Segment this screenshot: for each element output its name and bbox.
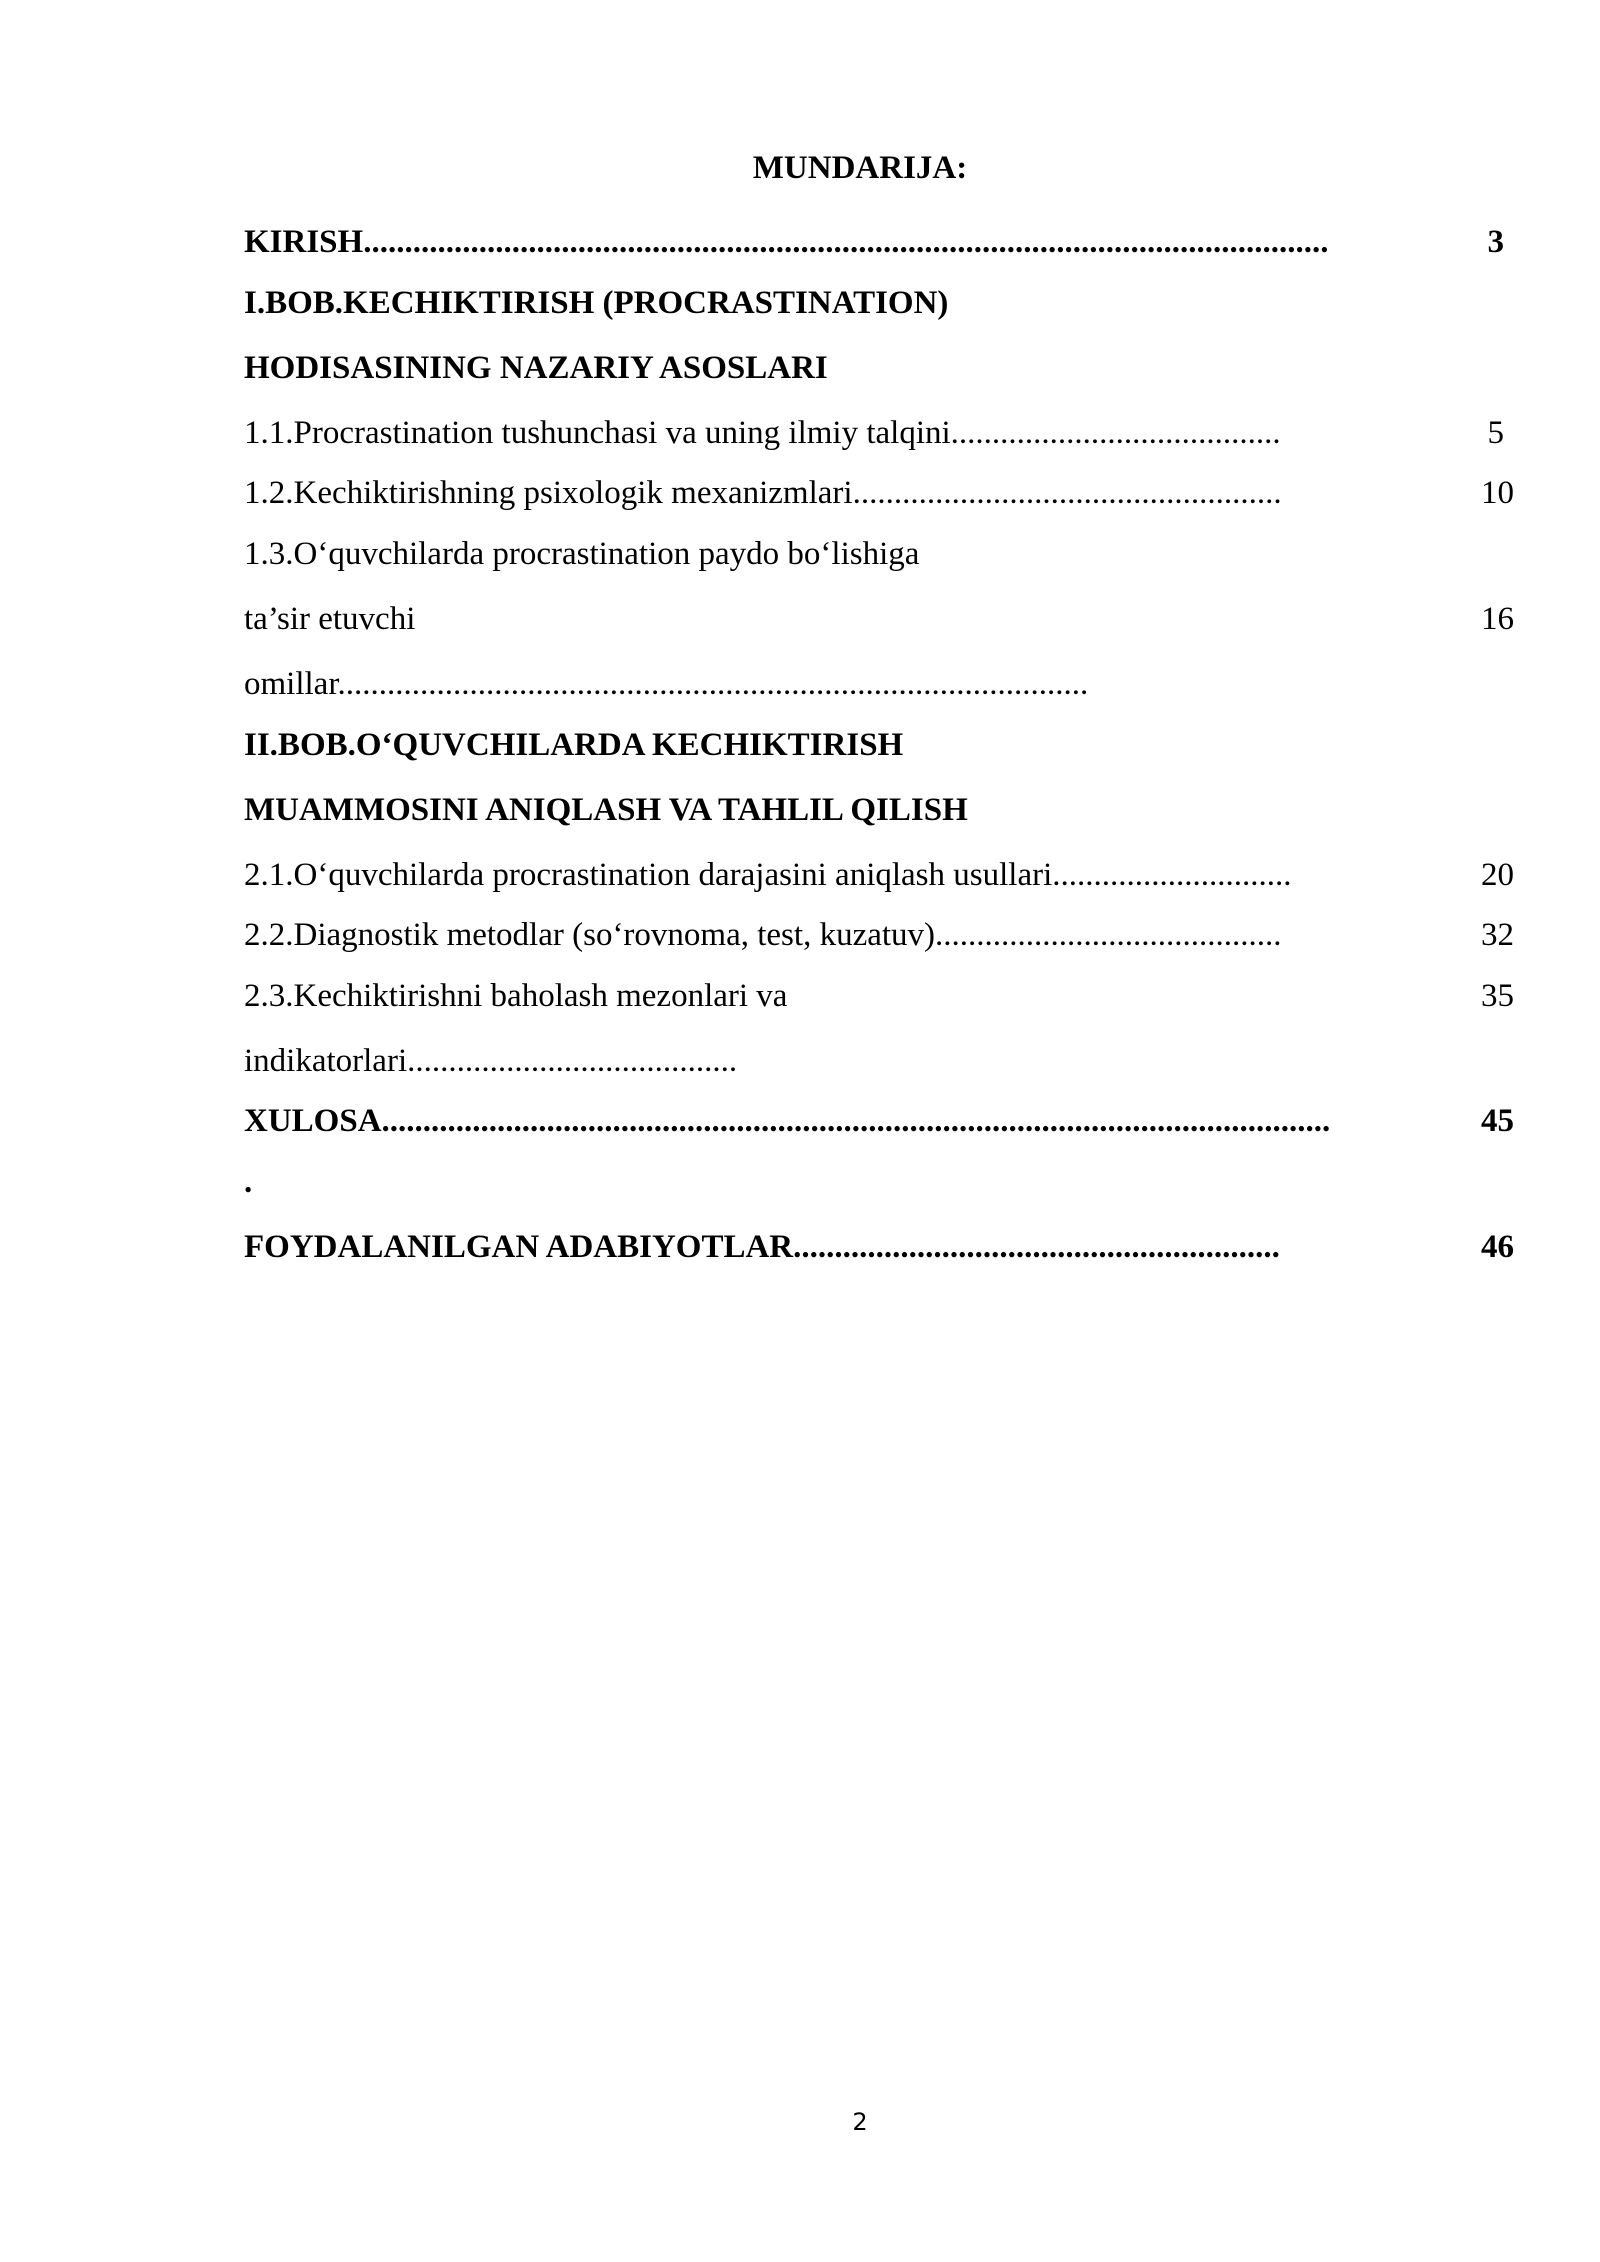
toc-entry-chapter2-line1: II.BOB.O‘QUVCHILARDA KECHIKTIRISH <box>244 727 904 763</box>
toc-entry-kirish: KIRISH..................................................................................................................... <box>244 224 1329 260</box>
toc-entry-chapter1-line2: HODISASINING NAZARIY ASOSLARI <box>244 350 828 386</box>
toc-page-1-2: 10 <box>1481 475 1514 511</box>
toc-entry-1-1: 1.1.Procrastination tushunchasi va uning ilmiy talqini........................................ <box>244 415 1281 451</box>
toc-entry-1-3-line1: 1.3.O‘quvchilarda procrastination paydo bo‘lishiga <box>244 536 920 572</box>
toc-entry-adabiyotlar: FOYDALANILGAN ADABIYOTLAR........................................................... <box>244 1229 1280 1265</box>
toc-page-xulosa: 45 <box>1481 1103 1514 1139</box>
toc-entry-2-2: 2.2.Diagnostik metodlar (so‘rovnoma, test, kuzatuv).......................................... <box>244 917 1282 953</box>
toc-entry-2-3-line1: 2.3.Kechiktirishni baholash mezonlari va <box>244 978 788 1014</box>
toc-page-kirish: 3 <box>1487 224 1504 260</box>
toc-entry-1-3-line2: ta’sir etuvchi <box>244 601 416 637</box>
toc-entry-2-3-line2: indikatorlari........................................ <box>244 1043 738 1079</box>
toc-entry-1-3-line3: omillar........................................................................................... <box>244 666 1089 702</box>
toc-entry-2-1: 2.1.O‘quvchilarda procrastination darajasini aniqlash usullari............................. <box>244 857 1292 893</box>
toc-entry-chapter2-line2: MUAMMOSINI ANIQLASH VA TAHLIL QILISH <box>244 792 968 828</box>
toc-page-2-3: 35 <box>1481 978 1514 1014</box>
toc-page-1-1: 5 <box>1487 415 1504 451</box>
toc-entry-1-2: 1.2.Kechiktirishning psixologik mexanizmlari.................................................... <box>244 475 1282 511</box>
footer-page-number: 2 <box>852 2108 868 2136</box>
toc-entry-chapter1-line1: I.BOB.KECHIKTIRISH (PROCRASTINATION) <box>244 285 949 321</box>
toc-entry-xulosa-dot: . <box>244 1164 253 1200</box>
toc-page-adabiyotlar: 46 <box>1481 1229 1514 1265</box>
toc-entry-xulosa: XULOSA................................................................................................................... <box>244 1103 1331 1139</box>
toc-title: MUNDARIJA: <box>752 150 968 186</box>
toc-page-1-3: 16 <box>1481 601 1514 637</box>
toc-page-2-1: 20 <box>1481 857 1514 893</box>
toc-page-2-2: 32 <box>1481 917 1514 953</box>
